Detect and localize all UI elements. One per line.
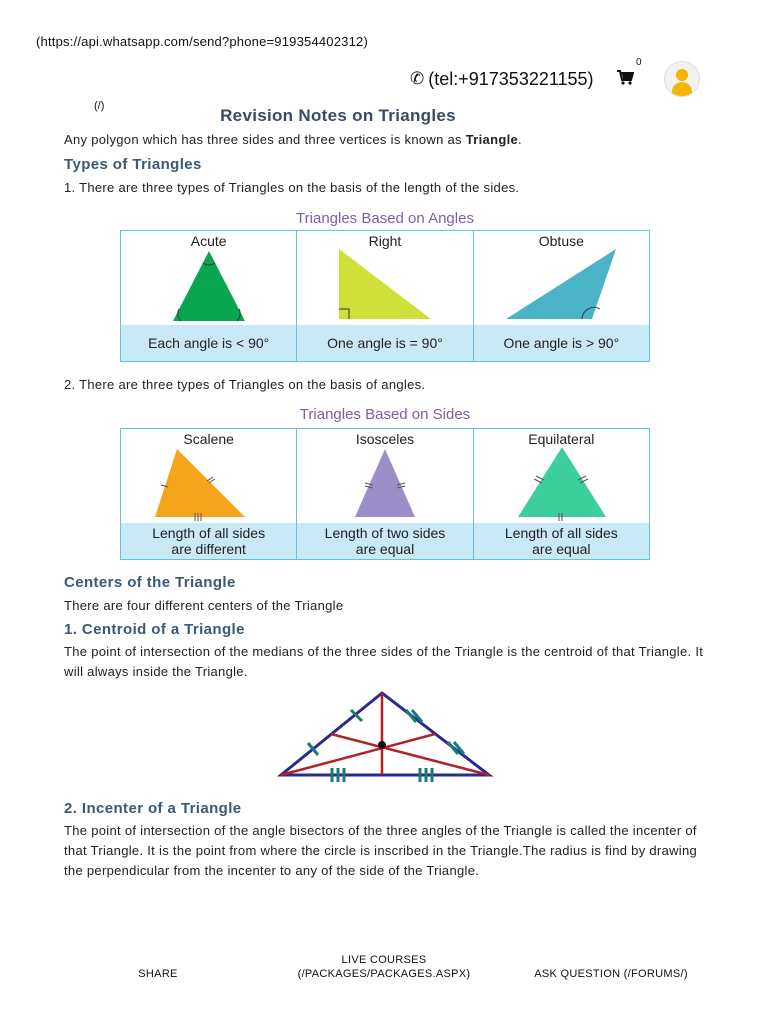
figure-angles-title: Triangles Based on Angles [296, 210, 474, 227]
top-bar [410, 56, 700, 94]
right-triangle-shape [297, 231, 473, 327]
obtuse-label: Obtuse [538, 233, 584, 249]
intro-text: Any polygon which has three sides and three vertices is known as [64, 132, 466, 147]
centroid-figure [276, 688, 496, 784]
cart-count: 0 [636, 56, 642, 68]
obtuse-caption: One angle is > 90° [474, 325, 649, 361]
acute-cell [121, 231, 297, 361]
acute-triangle-shape [121, 231, 297, 327]
cart-icon [616, 69, 634, 85]
centroid-heading: 1. Centroid of a Triangle [64, 621, 245, 638]
incenter-text: The point of intersection of the angle bisectors of the three angles of the Triangle is called the incenter of that Triangle. It is the point from where the circle is inscribed in the Triangle.The radius is find by drawing the perpendicular from the incenter to any of the side of the Triangle. [64, 823, 698, 878]
right-label: Right [368, 233, 402, 249]
avatar[interactable] [664, 61, 700, 97]
isosceles-label: Isosceles [355, 431, 415, 447]
incenter-heading: 2. Incenter of a Triangle [64, 800, 242, 817]
scalene-caption [121, 523, 296, 559]
acute-label: Acute [190, 233, 227, 249]
figure-sides-title: Triangles Based on Sides [299, 406, 471, 423]
user-icon-head [676, 69, 688, 81]
isosceles-cell [297, 429, 473, 559]
obtuse-triangle-shape [474, 231, 650, 327]
phone-link[interactable] [410, 69, 594, 90]
live-courses-label: LIVE COURSES [341, 954, 427, 966]
ask-question-link[interactable]: ASK QUESTION (/FORUMS/) [534, 968, 688, 980]
types-sides-text: 1. There are three types of Triangles on the basis of the length of the sides. [64, 180, 520, 195]
types-heading: Types of Triangles [64, 156, 202, 173]
intro-paragraph [64, 130, 704, 150]
equilateral-label: Equilateral [528, 431, 595, 447]
isosceles-caption-line-2: are equal [355, 541, 415, 557]
equilateral-triangle-shape [474, 429, 650, 521]
centers-text: There are four different centers of the Triangle [64, 598, 344, 613]
live-courses-url: (/PACKAGES/PACKAGES.ASPX) [297, 968, 471, 980]
equilateral-cell [474, 429, 649, 559]
user-icon-body [672, 82, 692, 96]
scalene-triangle-shape [121, 429, 297, 521]
figure-angles-table [120, 230, 650, 362]
whatsapp-link[interactable]: (https://api.whatsapp.com/send?phone=919354402312) [36, 34, 368, 49]
phone-icon: ✆ [410, 69, 425, 88]
intro-suffix: . [518, 132, 522, 147]
phone-number: (tel:+917353221155) [428, 68, 594, 89]
acute-caption: Each angle is < 90° [121, 325, 296, 361]
equilateral-caption [474, 523, 649, 559]
live-courses-link[interactable] [284, 954, 484, 980]
scalene-caption-line-1: Length of all sides [152, 525, 266, 541]
home-link[interactable]: (/) [94, 100, 105, 112]
types-angles-text: 2. There are three types of Triangles on the basis of angles. [64, 377, 426, 392]
centroid-text: The point of intersection of the medians of the three sides of the Triangle is the centroid of that Triangle. It will always inside the Triangle. [64, 644, 704, 679]
scalene-caption-line-2: are different [171, 541, 246, 557]
equilateral-caption-line-2: are equal [532, 541, 591, 557]
share-link[interactable]: SHARE [138, 968, 178, 980]
right-cell [297, 231, 473, 361]
centers-heading: Centers of the Triangle [64, 574, 236, 591]
figure-sides-table [120, 428, 650, 560]
scalene-cell [121, 429, 297, 559]
page-title: Revision Notes on Triangles [220, 106, 456, 125]
right-caption: One angle is = 90° [297, 325, 472, 361]
isosceles-triangle-shape [297, 429, 473, 521]
equilateral-caption-line-1: Length of all sides [504, 525, 618, 541]
isosceles-caption [297, 523, 472, 559]
scalene-label: Scalene [183, 431, 234, 447]
intro-bold-term: Triangle [465, 132, 519, 147]
cart-button[interactable] [616, 56, 642, 90]
isosceles-caption-line-1: Length of two sides [324, 525, 446, 541]
obtuse-cell [474, 231, 649, 361]
